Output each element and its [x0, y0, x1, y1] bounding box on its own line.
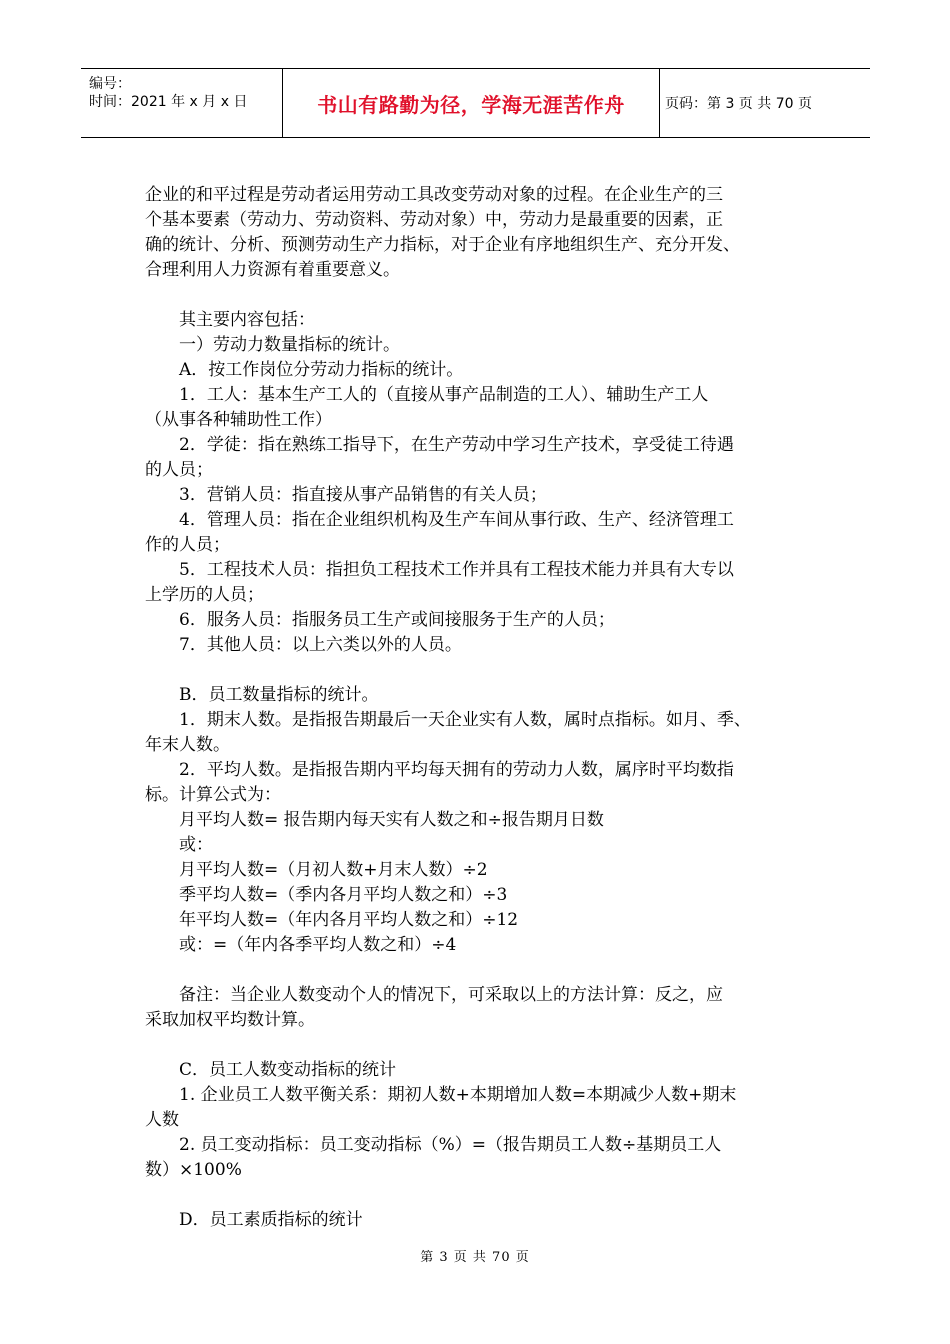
formula-line: 年平均人数=（年内各月平均人数之和）÷12 [179, 910, 519, 930]
list-item-a7: 7．其他人员：以上六类以外的人员。 [179, 635, 462, 655]
page-header [81, 68, 870, 138]
formula-line: 或：=（年内各季平均人数之和）÷4 [179, 935, 457, 955]
section-a-heading: A．按工作岗位分劳动力指标的统计。 [179, 360, 464, 380]
list-item-a6: 6．服务人员：指服务员工生产或间接服务于生产的人员； [179, 610, 615, 630]
list-item-a1-cont: （从事各种辅助性工作） [145, 410, 332, 430]
list-item-c2: 2. 员工变动指标：员工变动指标（%）=（报告期员工人数÷基期员工人 [179, 1135, 722, 1155]
section-c-heading: C．员工人数变动指标的统计 [179, 1060, 397, 1080]
page-footer: 第 3 页 共 70 页 [420, 1250, 530, 1265]
list-item-a5: 5．工程技术人员：指担负工程技术工作并具有工程技术能力并具有大专以 [179, 560, 734, 580]
list-item-a2-cont: 的人员； [145, 460, 213, 480]
list-item-a3: 3．营销人员：指直接从事产品销售的有关人员； [179, 485, 547, 505]
list-item-c1-cont: 人数 [145, 1110, 179, 1130]
list-item-a5-cont: 上学历的人员； [145, 585, 264, 605]
note-line-cont: 采取加权平均数计算。 [145, 1010, 315, 1030]
list-item-b1: 1．期末人数。是指报告期最后一天企业实有人数，属时点指标。如月、季、 [179, 710, 751, 730]
header-meta [81, 69, 282, 137]
list-item-c1: 1. 企业员工人数平衡关系：期初人数+本期增加人数=本期减少人数+期末 [179, 1085, 737, 1105]
list-item-a4-cont: 作的人员； [145, 535, 230, 555]
section-b-heading: B．员工数量指标的统计。 [179, 685, 379, 705]
document-date-label: 时间：2021 年 x 月 x 日 [89, 94, 248, 110]
header-page-info: 页码：第 3 页 共 70 页 [665, 96, 812, 112]
intro-line: 个基本要素（劳动力、劳动资料、劳动对象）中，劳动力是最重要的因素，正 [145, 210, 723, 230]
formula-line: 或： [179, 835, 213, 855]
section-d-heading: D．员工素质指标的统计 [179, 1210, 363, 1230]
document-body [145, 183, 825, 1233]
list-item-c2-cont: 数）×100% [145, 1160, 242, 1180]
intro-line: 企业的和平过程是劳动者运用劳动工具改变劳动对象的过程。在企业生产的三 [145, 185, 723, 205]
list-item-a4: 4．管理人员：指在企业组织机构及生产车间从事行政、生产、经济管理工 [179, 510, 734, 530]
motto-text: 书山有路勤为径，学海无涯苦作舟 [317, 92, 625, 117]
header-motto-cell [282, 69, 660, 137]
list-item-b2: 2．平均人数。是指报告期内平均每天拥有的劳动力人数，属序时平均数指 [179, 760, 734, 780]
list-item-b2-cont: 标。计算公式为： [145, 785, 281, 805]
formula-line: 月平均人数=（月初人数+月末人数）÷2 [179, 860, 488, 880]
formula-line: 季平均人数=（季内各月平均人数之和）÷3 [179, 885, 508, 905]
note-line: 备注：当企业人数变动个人的情况下，可采取以上的方法计算：反之，应 [179, 985, 723, 1005]
intro-line: 合理利用人力资源有着重要意义。 [145, 260, 400, 280]
formula-line: 月平均人数= 报告期内每天实有人数之和÷报告期月日数 [179, 810, 604, 830]
main-content-label: 其主要内容包括： [179, 310, 315, 330]
list-item-a2: 2．学徒：指在熟练工指导下，在生产劳动中学习生产技术，享受徒工待遇 [179, 435, 734, 455]
section-1-heading: 一）劳动力数量指标的统计。 [179, 335, 400, 355]
document-number-label: 编号： [89, 76, 131, 92]
intro-line: 确的统计、分析、预测劳动生产力指标，对于企业有序地组织生产、充分开发、 [145, 235, 740, 255]
list-item-a1: 1．工人：基本生产工人的（直接从事产品制造的工人）、辅助生产工人 [179, 385, 709, 405]
list-item-b1-cont: 年末人数。 [145, 735, 230, 755]
